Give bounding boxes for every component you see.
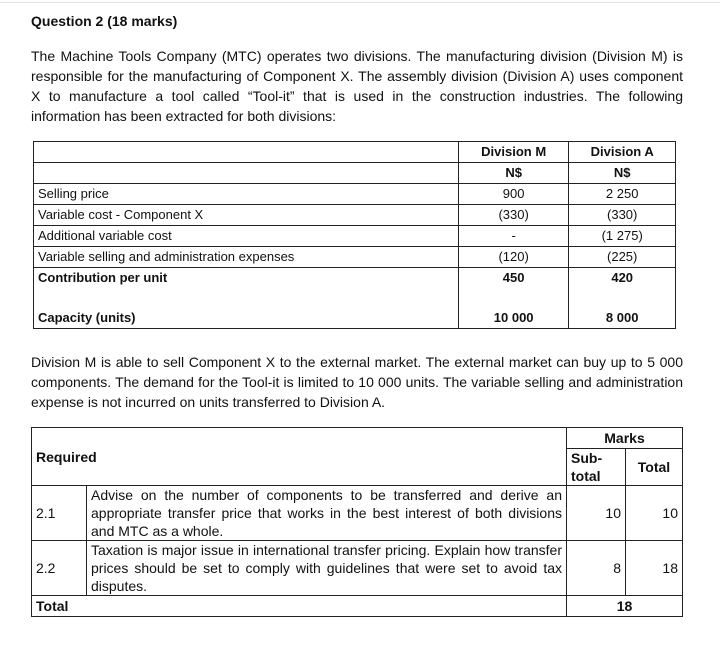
required-label: Required (32, 428, 567, 486)
total-label: Total (626, 449, 683, 486)
table-row (34, 184, 676, 205)
table-row (34, 226, 676, 247)
row-value-m: - (458, 226, 569, 247)
item-number: 2.2 (32, 541, 87, 596)
row-value-m: (120) (458, 247, 569, 268)
table-header-row (34, 142, 676, 163)
row-label: Selling price (34, 184, 459, 205)
footer-total-value: 18 (567, 596, 683, 617)
header-blank (34, 142, 459, 163)
item-total: 18 (626, 541, 683, 596)
spacer-cell (458, 288, 569, 308)
capacity-label: Capacity (units) (34, 308, 459, 329)
spacer-row (34, 288, 676, 308)
table-row (34, 247, 676, 268)
row-value-a: (330) (569, 205, 676, 226)
question-title: Question 2 (18 marks) (31, 13, 178, 29)
footer-total-label: Total (32, 596, 567, 617)
market-paragraph: Division M is able to sell Component X to the external market. The external market can buy up to 5 000 components. The demand for the Tool-it is limited to 10 000 units. The variable selling and administration expense is not incurred on units transferred to Division A. (31, 354, 683, 410)
row-value-m: 900 (458, 184, 569, 205)
row-value-a: 420 (569, 268, 676, 289)
top-divider (0, 2, 720, 3)
item-subtotal: 10 (567, 486, 626, 541)
division-table (33, 141, 676, 329)
currency-a: N$ (569, 163, 676, 184)
spacer-cell (569, 288, 676, 308)
item-text: Taxation is major issue in international transfer pricing. Explain how transfer prices should be set to comply with guidelines that were set to avoid tax disputes. (87, 541, 567, 596)
row-value-a: (1 275) (569, 226, 676, 247)
intro-paragraph: The Machine Tools Company (MTC) operates two divisions. The manufacturing division (Division M) is responsible for the manufacturing of Component X. The assembly division (Division A) uses component X to manufacture a tool called “Tool-it” that is used in the construction industries. The following information has been extracted for both divisions: (31, 48, 683, 124)
table-row (32, 486, 683, 541)
required-header-row-1 (32, 428, 683, 449)
item-subtotal: 8 (567, 541, 626, 596)
table-row (32, 541, 683, 596)
subtotal-label: Sub-total (567, 449, 626, 486)
row-label: Additional variable cost (34, 226, 459, 247)
currency-blank (34, 163, 459, 184)
required-table (31, 427, 683, 617)
item-text: Advise on the number of components to be transferred and derive an appropriate transfer price that works in the best interest of both divisions and MTC as a whole. (87, 486, 567, 541)
table-row (34, 205, 676, 226)
row-value-m: 450 (458, 268, 569, 289)
header-division-a: Division A (569, 142, 676, 163)
row-value-m: (330) (458, 205, 569, 226)
row-label: Contribution per unit (34, 268, 459, 289)
item-total: 10 (626, 486, 683, 541)
capacity-row (34, 308, 676, 329)
capacity-a: 8 000 (569, 308, 676, 329)
contribution-row (34, 268, 676, 289)
row-value-a: (225) (569, 247, 676, 268)
spacer-cell (34, 288, 459, 308)
currency-m: N$ (458, 163, 569, 184)
header-division-m: Division M (458, 142, 569, 163)
marks-label: Marks (567, 428, 683, 449)
row-label: Variable selling and administration expenses (34, 247, 459, 268)
capacity-m: 10 000 (458, 308, 569, 329)
row-value-a: 2 250 (569, 184, 676, 205)
item-number: 2.1 (32, 486, 87, 541)
row-label: Variable cost - Component X (34, 205, 459, 226)
total-row (32, 596, 683, 617)
currency-row (34, 163, 676, 184)
